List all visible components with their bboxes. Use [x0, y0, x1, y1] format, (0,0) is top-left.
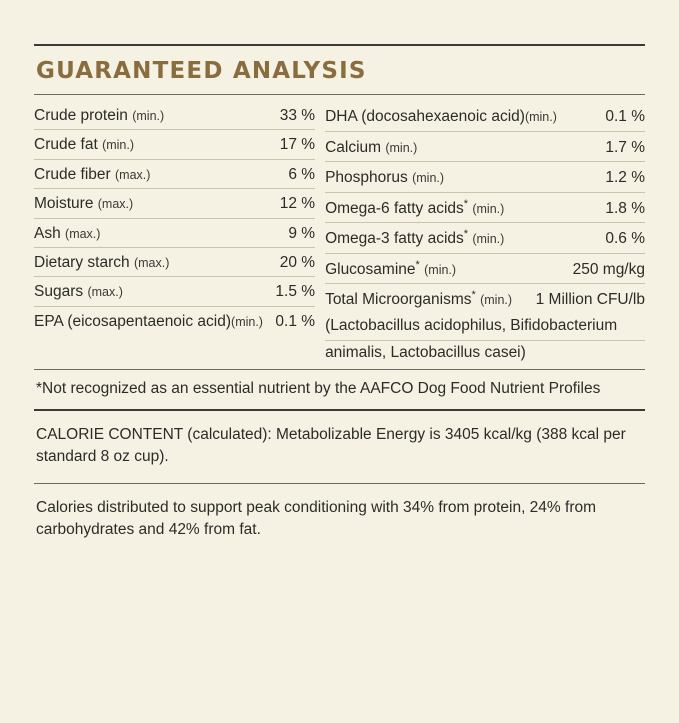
nutrient-value: 9 %	[288, 224, 316, 242]
guaranteed-analysis-panel	[0, 44, 679, 723]
nutrient-value: 12 %	[279, 195, 316, 213]
nutrient-qualifier: (min.)	[102, 138, 135, 153]
table-row	[34, 307, 315, 335]
table-row	[325, 223, 645, 254]
nutrient-qualifier: (max.)	[97, 197, 134, 212]
nutrient-name: Crude fat (min.)	[34, 136, 135, 154]
table-row	[34, 101, 315, 130]
nutrient-name: Total Microorganisms* (min.)	[325, 289, 513, 309]
table-row	[325, 284, 645, 314]
nutrient-qualifier: (max.)	[133, 255, 170, 270]
nutrient-name: Omega-3 fatty acids* (min.)	[325, 228, 505, 248]
nutrient-qualifier: (min.)	[424, 262, 457, 277]
table-row	[325, 101, 645, 132]
title-divider	[34, 94, 645, 95]
nutrient-star: *	[463, 197, 469, 210]
nutrient-qualifier: (min.)	[132, 109, 165, 123]
nutrient-qualifier: (min.)	[472, 232, 505, 247]
nutrient-qualifier: (min.)	[412, 171, 445, 186]
nutrient-name: DHA (docosahexaenoic acid)(min.)	[325, 108, 557, 126]
nutrient-qualifier: (min.)	[385, 140, 418, 155]
nutrient-value: 1.5 %	[275, 283, 316, 301]
nutrient-value: 1.2 %	[605, 169, 645, 187]
table-row	[325, 162, 645, 193]
analysis-column-left	[34, 101, 321, 367]
nutrient-value: 250 mg/kg	[572, 260, 645, 278]
nutrient-name: Crude fiber (max.)	[34, 165, 151, 183]
table-row	[34, 219, 315, 248]
nutrient-name: Omega-6 fatty acids* (min.)	[325, 197, 505, 217]
nutrient-name: Ash (max.)	[34, 224, 101, 242]
nutrient-qualifier: (max.)	[87, 285, 123, 300]
table-row	[325, 132, 645, 163]
table-row	[34, 248, 315, 277]
nutrient-name: EPA (eicosapentaenoic acid)(min.)	[34, 312, 263, 330]
nutrient-qualifier: (max.)	[115, 167, 151, 182]
nutrient-star: *	[463, 228, 469, 241]
nutrient-value: 1.8 %	[605, 199, 645, 217]
nutrient-qualifier: (min.)	[524, 110, 557, 125]
nutrient-value: 0.6 %	[605, 230, 645, 248]
nutrient-name: Phosphorus (min.)	[325, 169, 445, 187]
nutrient-star: *	[471, 289, 476, 302]
nutrient-qualifier: (max.)	[65, 226, 101, 241]
aafco-footnote: *Not recognized as an essential nutrient by the AAFCO Dog Food Nutrient Profiles	[36, 379, 601, 397]
microorganism-strains-line-1: (Lactobacillus acidophilus, Bifidobacterium	[325, 314, 645, 341]
analysis-table	[34, 101, 645, 367]
top-divider	[34, 44, 645, 46]
table-row	[325, 254, 645, 285]
nutrient-star: *	[415, 258, 420, 271]
nutrient-value: 6 %	[288, 165, 316, 183]
calorie-distribution-text: Calories distributed to support peak conditioning with 34% from protein, 24% from carbohydrates and 42% from fat.	[36, 498, 597, 539]
nutrient-value: 20 %	[279, 253, 316, 271]
table-row	[34, 160, 315, 189]
nutrient-name: Moisture (max.)	[34, 195, 134, 213]
nutrient-value: 0.1 %	[605, 108, 645, 126]
calorie-content-text: CALORIE CONTENT (calculated): Metabolizable Energy is 3405 kcal/kg (388 kcal per standard 8 oz cup).	[36, 425, 626, 466]
nutrient-qualifier: (min.)	[480, 293, 513, 308]
nutrient-name: Calcium (min.)	[325, 138, 418, 156]
nutrient-name: Dietary starch (max.)	[34, 253, 170, 271]
nutrient-value: 1.7 %	[605, 138, 645, 156]
nutrient-qualifier: (min.)	[231, 314, 263, 329]
table-row	[34, 277, 315, 306]
nutrient-value: 0.1 %	[275, 312, 316, 330]
table-row	[325, 193, 645, 224]
nutrient-name: Glucosamine* (min.)	[325, 258, 457, 278]
table-row	[34, 130, 315, 159]
page-title: GUARANTEED ANALYSIS	[36, 58, 367, 84]
nutrient-value: 17 %	[279, 136, 316, 154]
nutrient-name: Crude protein (min.)	[34, 107, 165, 124]
microorganism-strains-line-2: animalis, Lactobacillus casei)	[325, 343, 526, 361]
table-row	[34, 189, 315, 218]
analysis-column-right	[321, 101, 645, 367]
nutrient-value: 1 Million CFU/lb	[535, 291, 645, 309]
nutrient-qualifier: (min.)	[472, 201, 505, 216]
nutrient-value: 33 %	[279, 107, 316, 124]
nutrient-name: Sugars (max.)	[34, 283, 123, 301]
